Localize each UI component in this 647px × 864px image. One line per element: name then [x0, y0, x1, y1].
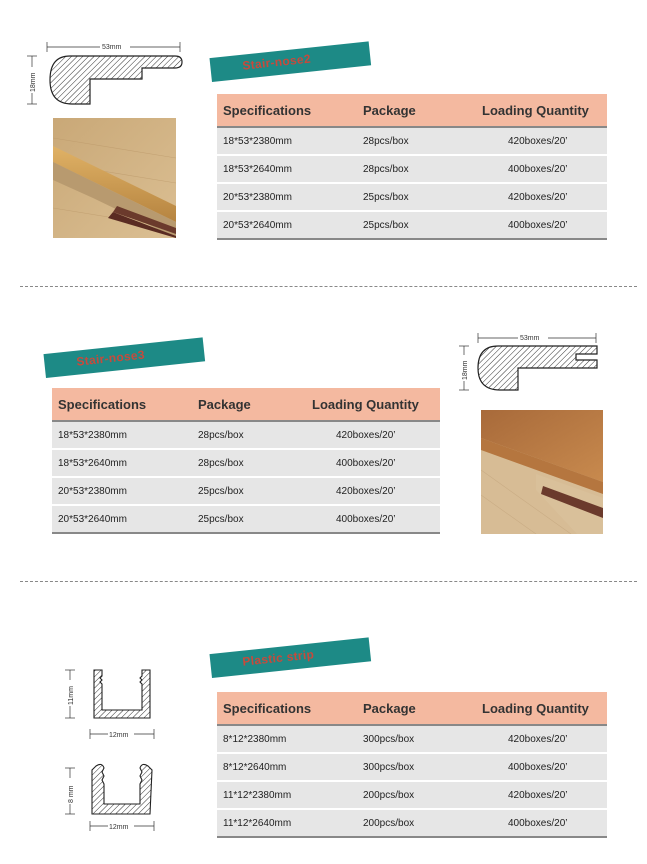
- cell-spec: 11*12*2640mm: [217, 809, 357, 837]
- table-row: [217, 725, 607, 753]
- table-row: [217, 781, 607, 809]
- col-header-loading-quantity: Loading Quantity: [312, 388, 440, 421]
- stair-nose-photo: [53, 118, 176, 238]
- stair-nose-profile-drawing: [452, 328, 612, 400]
- cell-quantity: 400boxes/20’: [482, 211, 607, 239]
- spec-table: [217, 692, 607, 838]
- cell-quantity: 420boxes/20’: [482, 183, 607, 211]
- spec-table: [52, 388, 440, 534]
- dim-width-label: 53mm: [520, 335, 540, 342]
- cell-quantity: 400boxes/20’: [482, 155, 607, 183]
- cell-package: 25pcs/box: [357, 211, 482, 239]
- col-header-specifications: Specifications: [217, 94, 357, 127]
- table-header-row: [52, 388, 440, 421]
- cell-package: 28pcs/box: [192, 421, 312, 449]
- cell-package: 25pcs/box: [192, 505, 312, 533]
- cell-package: 25pcs/box: [357, 183, 482, 211]
- section-divider: [20, 286, 637, 287]
- cell-quantity: 420boxes/20’: [482, 127, 607, 155]
- table-row: [217, 127, 607, 155]
- section-title-tag: [209, 637, 371, 678]
- cell-quantity: 400boxes/20’: [482, 753, 607, 781]
- plastic-strip-profile-drawing: [56, 664, 166, 742]
- col-header-loading-quantity: Loading Quantity: [482, 692, 607, 725]
- plastic-strip-profile-drawing: [56, 760, 166, 838]
- col-header-package: Package: [357, 94, 482, 127]
- cell-package: 28pcs/box: [357, 127, 482, 155]
- table-row: [52, 505, 440, 533]
- cell-spec: 20*53*2380mm: [217, 183, 357, 211]
- cell-spec: 20*53*2640mm: [217, 211, 357, 239]
- cell-package: 300pcs/box: [357, 725, 482, 753]
- dim-height-label: 11mm: [68, 686, 75, 705]
- section-title-tag: [43, 337, 205, 378]
- cell-package: 300pcs/box: [357, 753, 482, 781]
- cell-spec: 20*53*2380mm: [52, 477, 192, 505]
- table-header-row: [217, 94, 607, 127]
- table-row: [52, 421, 440, 449]
- dim-width-label: 12mm: [109, 732, 129, 739]
- cell-quantity: 420boxes/20’: [482, 781, 607, 809]
- cell-quantity: 420boxes/20’: [482, 725, 607, 753]
- cell-quantity: 400boxes/20’: [312, 505, 440, 533]
- cell-spec: 18*53*2380mm: [217, 127, 357, 155]
- table-header-row: [217, 692, 607, 725]
- dim-width-label: 53mm: [102, 44, 122, 51]
- dim-height-label: 18mm: [462, 360, 469, 380]
- cell-spec: 8*12*2380mm: [217, 725, 357, 753]
- section-title: Stair-nose2: [241, 51, 312, 73]
- table-row: [217, 183, 607, 211]
- cell-spec: 18*53*2380mm: [52, 421, 192, 449]
- cell-package: 25pcs/box: [192, 477, 312, 505]
- stair-nose-photo: [481, 410, 603, 534]
- cell-package: 200pcs/box: [357, 809, 482, 837]
- stair-nose-profile-drawing: [20, 34, 195, 114]
- cell-spec: 18*53*2640mm: [217, 155, 357, 183]
- section-title: Stair-nose3: [75, 347, 146, 369]
- col-header-loading-quantity: Loading Quantity: [482, 94, 607, 127]
- section-divider: [20, 581, 637, 582]
- table-row: [217, 211, 607, 239]
- cell-spec: 11*12*2380mm: [217, 781, 357, 809]
- table-row: [52, 477, 440, 505]
- dim-height-label: 18mm: [30, 72, 37, 92]
- table-row: [217, 753, 607, 781]
- cell-quantity: 420boxes/20’: [312, 421, 440, 449]
- cell-package: 28pcs/box: [192, 449, 312, 477]
- col-header-specifications: Specifications: [217, 692, 357, 725]
- cell-package: 200pcs/box: [357, 781, 482, 809]
- dim-width-label: 12mm: [109, 824, 129, 831]
- table-row: [217, 809, 607, 837]
- section-title: Plastic strip: [241, 647, 315, 669]
- cell-spec: 18*53*2640mm: [52, 449, 192, 477]
- col-header-package: Package: [357, 692, 482, 725]
- cell-package: 28pcs/box: [357, 155, 482, 183]
- cell-quantity: 400boxes/20’: [482, 809, 607, 837]
- col-header-specifications: Specifications: [52, 388, 192, 421]
- cell-spec: 20*53*2640mm: [52, 505, 192, 533]
- table-row: [52, 449, 440, 477]
- cell-quantity: 400boxes/20’: [312, 449, 440, 477]
- dim-height-label: 8 mm: [68, 785, 75, 803]
- cell-quantity: 420boxes/20’: [312, 477, 440, 505]
- cell-spec: 8*12*2640mm: [217, 753, 357, 781]
- col-header-package: Package: [192, 388, 312, 421]
- table-row: [217, 155, 607, 183]
- spec-table: [217, 94, 607, 240]
- section-title-tag: [209, 41, 371, 82]
